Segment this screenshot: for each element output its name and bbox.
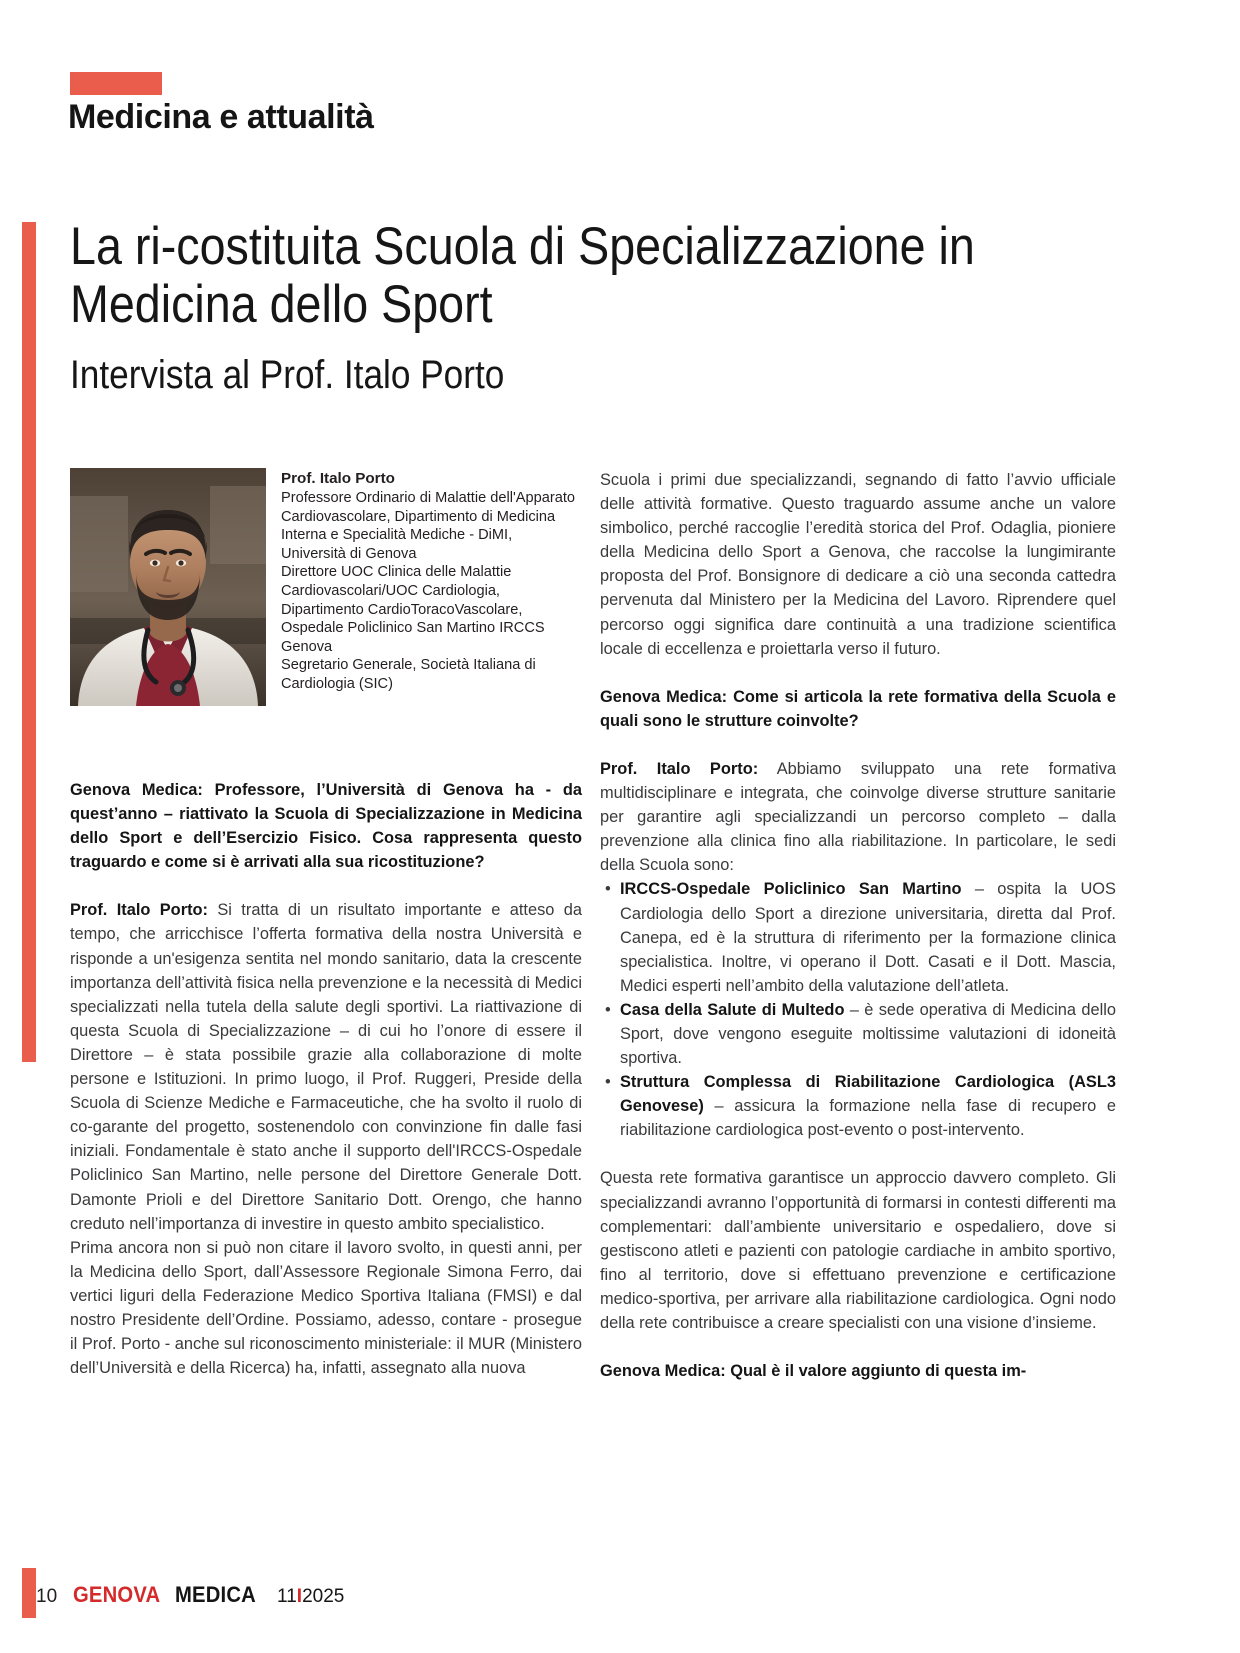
brand-genova: GENOVA (73, 1582, 161, 1607)
sede-description: – è sede operativa di Medicina dello Sport, dove vengono eseguite moltissime valutazioni di idoneità sportiva. (620, 1000, 1116, 1068)
list-item (620, 877, 1116, 997)
page-subtitle: Intervista al Prof. Italo Porto (70, 353, 505, 397)
answer-2-speaker: Prof. Italo Porto: (600, 759, 759, 778)
sede-name: Casa della Salute di Multedo (620, 1000, 845, 1019)
issue-label (277, 1586, 344, 1608)
answer-1-body: Si tratta di un risultato importante e atteso da tempo, che arricchisce l’offerta formativa della nostra Università e risponde a un'esigenza sentita nel mondo sanitario, data la crescente importanza dell’attività fisica nella prevenzione e la necessità di Medici specializzati nella tutela della salute degli sportivi. La riattivazione di questa Scuola di Specializzazione – di cui ho l’onore di essere il Direttore – è stata possibile grazie alla collaborazione di molte persone e Istituzioni. In primo luogo, il Prof. Ruggeri, Preside della Scuola di Scienze Mediche e Farmaceutiche, che ha svolto il ruolo di co-garante del progetto, sostenendolo con convinzione fin dalle fasi iniziali. Fondamentale è stato anche il supporto dell'IRCCS-Ospedale Policlinico San Martino, nelle persone del Direttore Generale Dott. Damonte Prioli e del Direttore Sanitario Dott. Orengo, che hanno creduto nell’importanza di investire in questo ambito specialistico. (70, 901, 583, 1233)
answer-1-paragraph-2: Prima ancora non si può non citare il lavoro svolto, in questi anni, per la Medicina dello Sport, dall’Assessore Regionale Simona Ferro, dai vertici liguri della Federazione Medico Sportiva Italiana (FMSI) e dal nostro Presidente dell’Ordine. Possiamo, adesso, contare - prosegue il Prof. Porto - anche sul riconoscimento ministeriale: il MUR (Ministero dell’Università e della Ricerca) ha, infatti, assegnato alla nuova (70, 1238, 582, 1378)
question-3: Genova Medica: Qual è il valore aggiunto di questa im- (600, 1362, 1027, 1381)
answer-1-speaker: Prof. Italo Porto: (70, 901, 209, 920)
right-column (600, 468, 1116, 1383)
sede-name: IRCCS-Ospedale Policlinico San Martino (620, 880, 962, 899)
portrait-photo (70, 468, 266, 706)
issue-year: 2025 (302, 1586, 345, 1607)
bio-block (281, 468, 577, 694)
question-1: Genova Medica: Professore, l’Università di Genova ha - da quest’anno – riattivato la Scuola di Specializzazione in Medicina dello Sport e dell’Esercizio Fisico. Cosa rappresenta questo traguardo e come si è arrivati alla sua ricostituzione? (70, 781, 582, 872)
sede-description: – assicura la formazione nella fase di recupero e riabilitazione cardiologica post-evento o post-intervento. (620, 1097, 1116, 1140)
issue-separator: I (296, 1586, 303, 1607)
page-number: 10 (36, 1586, 58, 1607)
bio-name: Prof. Italo Porto (281, 470, 395, 487)
question-2: Genova Medica: Come si articola la rete formativa della Scuola e quali sono le strutture coinvolte? (600, 687, 1116, 730)
list-item (620, 1070, 1116, 1142)
continuation-paragraph: Scuola i primi due specializzandi, segnando di fatto l’avvio ufficiale delle attività formative. Questo traguardo assume anche un valore simbolico, perché raccoglie l’eredità storica del Prof. Odaglia, pioniere della Medicina dello Sport a Genova, che raccolse la lungimirante proposta del Prof. Bonsignore di dedicare a ciò una seconda cattedra pervenuta dal Ministero per la Medicina del Lavoro. Riprendere quel percorso oggi significa dare continuità a una tradizione scientifica locale di eccellenza e proiettarla verso il futuro. (600, 471, 1116, 658)
footer-accent-rule (22, 1568, 36, 1618)
section-title: Medicina e attualità (68, 98, 374, 136)
answer-2-body: Abbiamo sviluppato una rete formativa multidisciplinare e integrata, che coinvolge diverse strutture sanitarie per garantire agli specializzandi un percorso completo – dalla prevenzione alla clinica fino alla riabilitazione. In particolare, le sedi della Scuola sono: (600, 759, 1117, 875)
bio-line-3: Segretario Generale, Società Italiana di Cardiologia (SIC) (281, 657, 536, 692)
sedi-list (600, 877, 1116, 1142)
sede-description: – ospita la UOS Cardiologia dello Sport a direzione universitaria, diretta dal Prof. Canepa, ed è la struttura di riferimento per la formazione clinica specialistica. Inoltre, vi operano il Dott. Casati e il Dott. Mascia, Medici esperti nell’ambito della valutazione dell’atleta. (620, 880, 1116, 995)
page-footer (36, 1582, 344, 1608)
brand-medica: MEDICA (175, 1582, 257, 1607)
spacer (600, 1142, 1116, 1166)
left-column (70, 778, 582, 1380)
closing-paragraph: Questa rete formativa garantisce un approccio davvero completo. Gli specializzandi avranno l’opportunità di formarsi in contesti differenti ma complementari: dall’ambiente universitario e ospedaliero, dove si gestiscono atleti e pazienti con patologie cardiache in ambito sportivo, fino al territorio, dove si effettuano prevenzione e certificazione medico-sportiva, per arrivare alla riabilitazione cardiologica. Ogni nodo della rete contribuisce a creare specialisti con una visione d’insieme. (600, 1169, 1116, 1332)
spacer (600, 733, 1116, 757)
section-flag (70, 72, 162, 95)
bio-line-1: Professore Ordinario di Malattie dell'Apparato Cardiovascolare, Dipartimento di Medicina Interna e Specialità Mediche - DiMI, Università di Genova (281, 490, 575, 562)
answer-2 (600, 757, 1116, 877)
list-item (620, 998, 1116, 1070)
spacer (600, 1335, 1116, 1359)
portrait-illustration (70, 468, 266, 706)
answer-1 (70, 898, 582, 1235)
issue-number: 11 (277, 1586, 297, 1607)
sede-name: Struttura Complessa di Riabilitazione Cardiologica (ASL3 Genovese) (620, 1073, 1116, 1116)
spacer (70, 874, 582, 898)
left-accent-rule (22, 222, 36, 1062)
bio-line-2: Direttore UOC Clinica delle Malattie Cardiovascolari/UOC Cardiologia, Dipartimento CardioToracoVascolare, Ospedale Policlinico San Martino IRCCS Genova (281, 564, 545, 655)
spacer (600, 661, 1116, 685)
page-title: La ri-costituita Scuola di Specializzazione in Medicina dello Sport (70, 217, 975, 334)
